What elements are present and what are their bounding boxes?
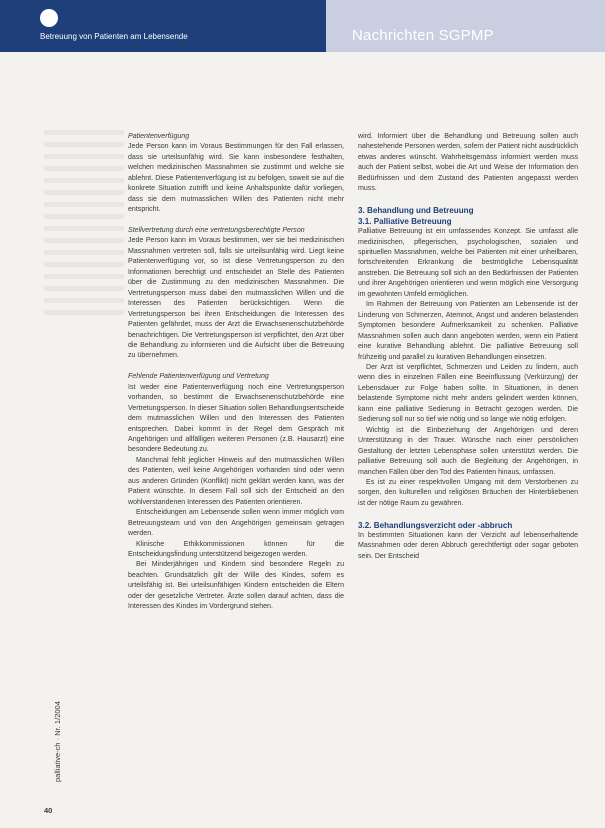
paragraph: Ist weder eine Patientenverfügung noch eine Vertretungsperson vorhanden, so bestimmt die Erwachsenenschutzbehörde eine Vertretungsperson. In dieser Situation sollen Behandlungsentscheide dem mutmasslichen Willen und den Interessen des Patienten entsprechen. Dabei kommt in der Regel dem Gespräch mit Angehörigen und allfälligen weiteren Personen (z.B. Hausarzt) eine besondere Bedeutung zu. bbox=[128, 383, 344, 454]
paragraph: In bestimmten Situationen kann der Verzicht auf lebenserhaltende Massnahmen oder deren Abbruch gerechtfertigt oder sogar geboten sein. Der Entscheid bbox=[358, 531, 578, 560]
paragraph: Jede Person kann im Voraus bestimmen, wer sie bei medizinischen Massnahmen vertreten soll, falls sie urteilsunfähig wird. Liegt keine Patientenverfügung vor, so ist diese Vertretungsperson zu den Informationen berechtigt und entscheidet an Stelle des Patienten über die Zustimmung zu den medizinischen Massnahmen. Die Vertretungsperson muss dabei den mutmasslichen Willen und die Interessen des Patienten berücksichtigen. Wenn die Vertretungsperson bei ihren Entscheidungen die Interessen des Patienten gefährdet, muss der Arzt die Erwachsenenschutzbehörde benachrichtigen. Die Vertretungsperson ist verpflichtet, den Arzt über die Behandlung zu informieren und die Aufsicht über die Betreuung zu übernehmen. bbox=[128, 237, 344, 360]
right-text-column bbox=[358, 132, 578, 562]
section-heading: Patientenverfügung bbox=[128, 133, 190, 140]
paragraph: Der Arzt ist verpflichtet, Schmerzen und Leiden zu lindern, auch wenn dies in einzelnen Fällen eine Beeinflussung (Verkürzung) der Lebensdauer zur Folge haben sollte. In Situationen, in denen belastende Symptome nicht mehr anders gelindert werden können, kann eine palliative Sedierung in Betracht gezogen werden. Die Sedierung soll nur so tief wie nötig und so lange wie nötig erfolgen. bbox=[358, 364, 578, 424]
left-margin-shading bbox=[44, 130, 124, 770]
section-heading-3-2: 3.2. Behandlungsverzicht oder -abbruch bbox=[358, 520, 513, 530]
section-heading: Stellvertretung durch eine vertretungsberechtigte Person bbox=[128, 227, 305, 235]
paragraph: Klinische Ethikkommissionen können für die Entscheidungsfindung unterstützend beigezogen werden. bbox=[128, 540, 344, 558]
page-number: 40 bbox=[44, 806, 53, 815]
running-head-right: Nachrichten SGPMP bbox=[352, 27, 494, 44]
circle-logo-icon bbox=[40, 9, 58, 27]
paragraph: wird. Informiert über die Behandlung und Betreuung sollen auch nahestehende Personen werden, sofern der Patient nicht ausdrücklich etwas anderes wünscht. Wahrheitsgemäss informiert werden muss auch der Patient selbst, wobei die Art und Weise der Information den Bedürfnissen und dem Zustand des Patienten angepasst werden muss. bbox=[358, 133, 578, 193]
journal-side-label bbox=[52, 701, 64, 782]
section-heading: Fehlende Patientenverfügung und Vertretung bbox=[128, 373, 269, 381]
left-text-column bbox=[128, 132, 344, 613]
journal-name: palliative-ch · Nr. 1/2004 bbox=[53, 701, 62, 782]
paragraph: Wichtig ist die Einbeziehung der Angehörigen und deren Unterstützung in der Trauer. Wünsche nach einer persönlichen Gestaltung der letzten Lebensphase sollen unterstützt werden. Die palliative Betreuung soll auch die Begleitung der Angehörigen, in manchen Fällen über den Tod des Patienten hinaus, umfassen. bbox=[358, 426, 578, 476]
paragraph: Entscheidungen am Lebensende sollen wenn immer möglich vom Betreuungsteam und von den Angehörigen gemeinsam getragen werden. bbox=[128, 509, 344, 538]
section-heading-3-1: 3.1. Palliative Betreuung bbox=[358, 217, 452, 227]
paragraph: Bei Minderjährigen und Kindern sind besondere Regeln zu beachten. Grundsätzlich gilt der Wille des Kindes, sofern es urteilsfähig ist. Bei urteilsunfähigen Kindern entscheiden die Eltern oder der gesetzliche Vertreter. Ärzte sollen darauf achten, dass die Interessen des Kindes im Vordergrund stehen. bbox=[128, 561, 344, 611]
running-head-left: Betreuung von Patienten am Lebensende bbox=[40, 32, 188, 41]
header-right-band bbox=[326, 0, 605, 52]
paragraph: Jede Person kann im Voraus Bestimmungen für den Fall erlassen, dass sie urteilsunfähig wird. Sie kann insbesondere festhalten, welchen medizinischen Massnahmen sie zustimmt und welche sie ablehnt. Diese Patientenverfügung ist zu befolgen, soweit sie auf die konkrete Situation zutrifft und keine Anhaltspunkte dafür vorliegen, dass sie dem mutmasslichen Willen des Patienten nicht mehr entspricht. bbox=[128, 143, 344, 214]
paragraph: Es ist zu einer respektvollen Umgang mit dem Verstorbenen zu sorgen, den kulturellen und religiösen Bräuchen der Hinterbliebenen ist der nötige Raum zu gewähren. bbox=[358, 478, 578, 507]
paragraph: Manchmal fehlt jeglicher Hinweis auf den mutmasslichen Willen des Patienten, weil keine Angehörigen vorhanden sind oder wenn aus anderen Gründen (Konflikt) nicht geklärt werden kann, was der Patient wünschte. In diesem Fall soll sich der Entscheid an den wohlverstandenen Interessen des Patienten orientieren. bbox=[128, 456, 344, 506]
paragraph: Im Rahmen der Betreuung von Patienten am Lebensende ist der Linderung von Schmerzen, Atemnot, Angst und anderen belastenden Symptomen besondere Aufmerksamkeit zu schenken. Palliative Massnahmen sollen auch dann angeboten werden, wenn ein Patient eine kurative Behandlung ablehnt. Die palliative Betreuung soll frühzeitig und parallel zu kurativen Behandlungen einsetzen. bbox=[358, 301, 578, 361]
section-heading-3: 3. Behandlung und Betreuung bbox=[358, 206, 474, 216]
paragraph: Palliative Betreuung ist ein umfassendes Konzept. Sie umfasst alle medizinischen, pflegerischen, psychologischen, sozialen und spirituellen Massnahmen, welche bei Patienten mit einer unheilbaren, fortschreitenden Erkrankung die bestmögliche Lebensqualität anstreben. Die Betreuung soll sich an den Bedürfnissen der Patienten und ihrer Angehörigen orientieren und wenn möglich eine Versorgung im gewohnten Umfeld ermöglichen. bbox=[358, 228, 578, 298]
